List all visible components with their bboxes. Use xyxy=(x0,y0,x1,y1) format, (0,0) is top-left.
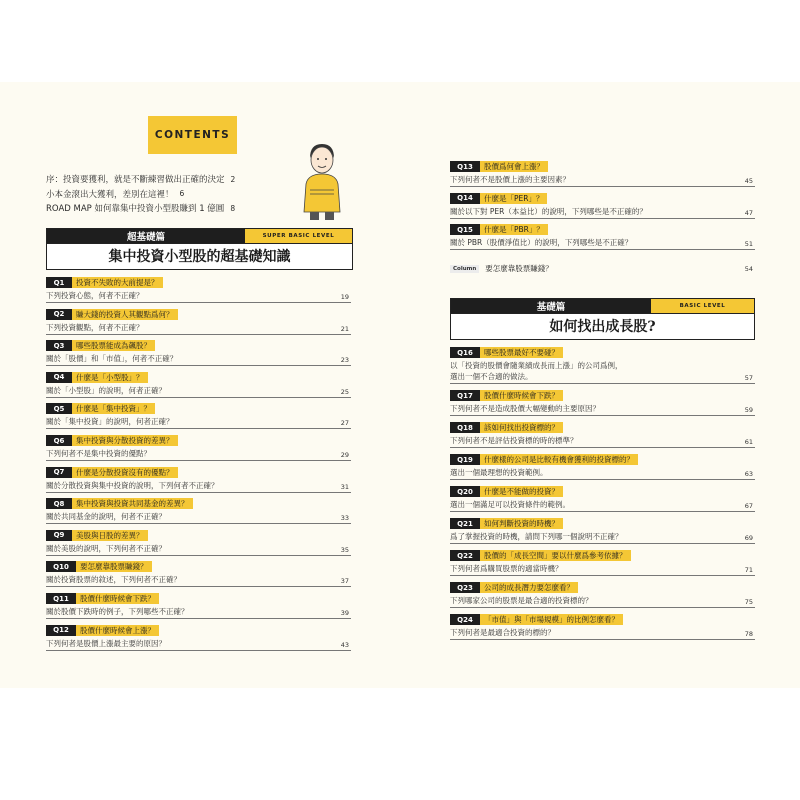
page-number: 63 xyxy=(744,470,753,478)
question-description: 關於「集中投資」的說明，何者正確？ xyxy=(46,417,174,427)
question-number-badge: Q7 xyxy=(46,467,72,478)
toc-entry[interactable] xyxy=(450,582,755,608)
question-number-badge: Q8 xyxy=(46,498,72,509)
question-description: 下列哪家公司的股票是最合適的投資標的？ xyxy=(450,596,593,605)
question-title: 什麼是「小型股」？ xyxy=(72,372,148,383)
page-number: 23 xyxy=(340,356,349,365)
toc-entry[interactable] xyxy=(450,390,755,416)
page-number: 33 xyxy=(340,514,349,523)
question-number-badge: Q19 xyxy=(450,454,480,465)
question-number-badge: Q2 xyxy=(46,309,72,320)
question-title: 股價爲何會上漲？ xyxy=(480,161,548,172)
question-desc-row xyxy=(450,237,755,250)
toc-entry[interactable] xyxy=(46,625,351,651)
question-description: 關於投資股票的敘述，下列何者不正確？ xyxy=(46,575,181,585)
section-title: 集中投資小型股的超基礎知識 xyxy=(108,249,291,265)
page-number: 45 xyxy=(744,177,753,185)
page-number: 67 xyxy=(744,502,753,510)
question-number-badge: Q3 xyxy=(46,340,72,351)
question-desc-row xyxy=(450,563,755,576)
page-number: 75 xyxy=(744,598,753,606)
question-title: 什麼樣的公司是比較有機會獲利的投資標的？ xyxy=(480,454,638,465)
page-number: 27 xyxy=(340,419,349,428)
question-desc-row xyxy=(450,360,755,384)
section-super-basic xyxy=(46,228,353,270)
question-number-badge: Q13 xyxy=(450,161,480,172)
column-badge: Column xyxy=(450,265,479,273)
question-number-badge: Q18 xyxy=(450,422,480,433)
toc-entry[interactable] xyxy=(46,435,351,461)
question-description: 關於股價下跌時的例子，下列哪些不正確？ xyxy=(46,607,189,616)
toc-entry[interactable] xyxy=(450,347,755,384)
question-title: 股價什麼時候會上漲？ xyxy=(76,625,159,636)
intro-item-text: ROAD MAP 如何靠集中投資小型股賺到 1 億圓 xyxy=(46,204,225,215)
toc-entry[interactable] xyxy=(450,161,755,187)
question-title: 股價什麼時候會下跌？ xyxy=(76,593,159,604)
question-desc-row xyxy=(46,606,351,619)
question-number-badge: Q1 xyxy=(46,277,72,288)
intro-item-text: 小本金滾出大獲利，差別在這裡！ xyxy=(46,189,174,200)
intro-item-page: 8 xyxy=(230,203,236,213)
question-number-badge: Q5 xyxy=(46,403,72,414)
page-number: 31 xyxy=(340,482,349,491)
question-number-badge: Q6 xyxy=(46,435,72,446)
intro-item-page: 2 xyxy=(230,174,236,184)
question-desc-row xyxy=(450,174,755,187)
question-desc-row xyxy=(450,467,755,480)
intro-item-page: 6 xyxy=(179,189,185,199)
question-desc-row xyxy=(450,206,755,219)
question-title: 股價的「成長空間」要以什麼爲參考依據？ xyxy=(480,550,631,561)
question-description: 關於共同基金的說明，何者不正確？ xyxy=(46,512,166,522)
question-desc-row xyxy=(450,531,755,544)
page-number: 61 xyxy=(744,438,753,446)
page-number: 43 xyxy=(340,640,349,649)
page-number: 69 xyxy=(744,534,753,542)
question-desc-row xyxy=(46,416,351,429)
page-number: 47 xyxy=(744,208,753,217)
question-title: 「市值」與「市場規模」的比例怎麼看？ xyxy=(480,614,623,625)
question-title: 什麼是不能做的投資？ xyxy=(480,486,563,497)
question-title: 美股與日股的差異？ xyxy=(72,530,148,541)
question-description: 下列何者不是造成股價大幅變動的主要原因？ xyxy=(450,404,600,413)
question-number-badge: Q20 xyxy=(450,486,480,497)
question-description: 下列何者不是集中投資的優點？ xyxy=(46,449,151,458)
question-desc-row xyxy=(46,638,351,651)
section-name: 超基礎篇 xyxy=(47,229,245,243)
question-desc-row xyxy=(450,627,755,640)
question-description: 關於美股的說明，下列何者不正確？ xyxy=(46,543,166,553)
question-title: 集中投資與投資共同基金的差異？ xyxy=(72,498,193,509)
page-number: 51 xyxy=(744,240,753,249)
question-number-badge: Q16 xyxy=(450,347,480,358)
question-description: 關於「股價」和「市值」，何者不正確？ xyxy=(46,354,178,364)
question-desc-row xyxy=(46,322,351,335)
section-level: BASIC LEVEL xyxy=(651,299,754,313)
question-description: 下列何者不是評估投資標的時的標準？ xyxy=(450,436,578,445)
page-number: 25 xyxy=(340,387,349,396)
toc-entry[interactable] xyxy=(450,518,755,544)
question-number-badge: Q11 xyxy=(46,593,76,604)
column-page: 54 xyxy=(744,264,753,273)
toc-entry[interactable] xyxy=(450,193,755,219)
question-number-badge: Q15 xyxy=(450,224,480,235)
question-description: 以「投資的股價會隨業績成長而上漲」的公司爲例， 選出一個不合適的做法。 xyxy=(450,361,623,381)
toc-entry[interactable] xyxy=(46,498,351,524)
question-title: 什麼是「集中投資」？ xyxy=(72,403,155,414)
section-title: 如何找出成長股? xyxy=(549,319,656,335)
question-title: 什麼是分散投資沒有的優點？ xyxy=(72,467,178,478)
question-description: 選出一個最理想的投資範例。 xyxy=(450,468,548,477)
toc-entry[interactable] xyxy=(450,454,755,480)
question-number-badge: Q21 xyxy=(450,518,480,529)
question-desc-row xyxy=(450,403,755,416)
toc-entry[interactable] xyxy=(450,224,755,250)
section-name: 基礎篇 xyxy=(451,299,651,313)
intro-item[interactable] xyxy=(46,201,276,216)
question-description: 關於 PBR（股價淨值比）的說明，下列哪些是不正確？ xyxy=(450,238,633,248)
question-title: 該如何找出投資標的？ xyxy=(480,422,563,433)
man-illustration-icon xyxy=(296,140,348,222)
intro-list xyxy=(46,172,276,216)
page-number: 57 xyxy=(744,374,753,382)
question-desc-row xyxy=(46,385,351,398)
question-description: 下列投資心態，何者不正確？ xyxy=(46,291,144,300)
question-title: 股價什麼時候會下跌？ xyxy=(480,390,563,401)
question-description: 關於分散投資與集中投資的說明，下列何者不正確？ xyxy=(46,480,219,490)
question-title: 集中投資與分散投資的差異？ xyxy=(72,435,178,446)
section-basic xyxy=(450,298,755,340)
toc-entry[interactable] xyxy=(46,403,351,429)
question-number-badge: Q24 xyxy=(450,614,480,625)
question-title: 什麼是「PBR」？ xyxy=(480,224,548,235)
question-description: 下列何者不是股價上漲的主要因素？ xyxy=(450,175,570,184)
question-number-badge: Q17 xyxy=(450,390,480,401)
question-number-badge: Q10 xyxy=(46,561,76,572)
question-description: 下列何者是股價上漲最主要的原因？ xyxy=(46,638,166,648)
question-number-badge: Q14 xyxy=(450,193,480,204)
question-title: 哪些股票最好不要碰？ xyxy=(480,347,563,358)
question-title: 投資不失敗的大前提是？ xyxy=(72,277,163,288)
page-number: 21 xyxy=(340,324,349,333)
toc-entry[interactable] xyxy=(46,309,351,335)
intro-item-text: 序：投資要獲利，就是不斷練習做出正確的決定 xyxy=(46,175,225,186)
question-number-badge: Q22 xyxy=(450,550,480,561)
toc-entry[interactable] xyxy=(46,467,351,493)
page-number: 71 xyxy=(744,566,753,574)
question-description: 下列何者爲購買股票的適當時機？ xyxy=(450,564,563,573)
question-title: 什麼是「PER」？ xyxy=(480,193,547,204)
page-number: 59 xyxy=(744,406,753,414)
page-number: 19 xyxy=(340,293,349,301)
question-desc-row xyxy=(450,499,755,512)
question-number-badge: Q4 xyxy=(46,372,72,383)
question-desc-row xyxy=(46,511,351,524)
question-description: 下列投資觀點，何者不正確？ xyxy=(46,322,144,332)
page-number: 29 xyxy=(340,451,349,459)
question-desc-row xyxy=(46,290,351,303)
toc-entry[interactable] xyxy=(450,614,755,640)
toc-entry[interactable] xyxy=(450,486,755,512)
page-number: 37 xyxy=(340,577,349,586)
question-desc-row xyxy=(46,574,351,587)
question-desc-row xyxy=(450,595,755,608)
question-desc-row xyxy=(450,435,755,448)
question-title: 如何判斷投資的時機？ xyxy=(480,518,563,529)
column-title: 要怎麼靠股票賺錢？ xyxy=(485,264,553,273)
toc-entry[interactable] xyxy=(450,550,755,576)
question-description: 下列何者是最適合投資的標的？ xyxy=(450,628,555,637)
question-desc-row xyxy=(46,480,351,493)
question-number-badge: Q9 xyxy=(46,530,72,541)
toc-entry[interactable] xyxy=(46,372,351,398)
section-level: SUPER BASIC LEVEL xyxy=(245,229,352,243)
question-desc-row xyxy=(46,543,351,556)
question-number-badge: Q23 xyxy=(450,582,480,593)
column-entry[interactable] xyxy=(450,263,755,274)
toc-entry[interactable] xyxy=(46,561,351,587)
page-number: 39 xyxy=(340,609,349,617)
question-title: 公司的成長潛力要怎麼看？ xyxy=(480,582,578,593)
question-number-badge: Q12 xyxy=(46,625,76,636)
question-description: 關於「小型股」的說明，何者正確？ xyxy=(46,385,166,395)
page-number: 35 xyxy=(340,545,349,554)
question-title: 哪些股票能成為飆股？ xyxy=(72,340,155,351)
question-desc-row xyxy=(46,353,351,366)
question-title: 賺大錢的投資人其觀點爲何？ xyxy=(72,309,178,320)
toc-entry[interactable] xyxy=(450,422,755,448)
question-description: 選出一個滿足可以投資條件的範例。 xyxy=(450,500,570,509)
toc-entry[interactable] xyxy=(46,340,351,366)
intro-item[interactable] xyxy=(46,172,276,187)
toc-entry[interactable] xyxy=(46,593,351,619)
question-description: 爲了掌握投資的時機，請問下列哪一個說明不正確？ xyxy=(450,532,623,541)
page-number: 78 xyxy=(744,630,753,638)
toc-entry[interactable] xyxy=(46,530,351,556)
question-title: 要怎麼靠股票賺錢？ xyxy=(76,561,152,572)
question-description: 關於以下對 PER（本益比）的說明，下列哪些是不正確的？ xyxy=(450,206,647,216)
toc-entry[interactable] xyxy=(46,277,351,303)
contents-badge: CONTENTS xyxy=(148,116,237,154)
question-desc-row xyxy=(46,448,351,461)
intro-item[interactable] xyxy=(46,187,276,202)
